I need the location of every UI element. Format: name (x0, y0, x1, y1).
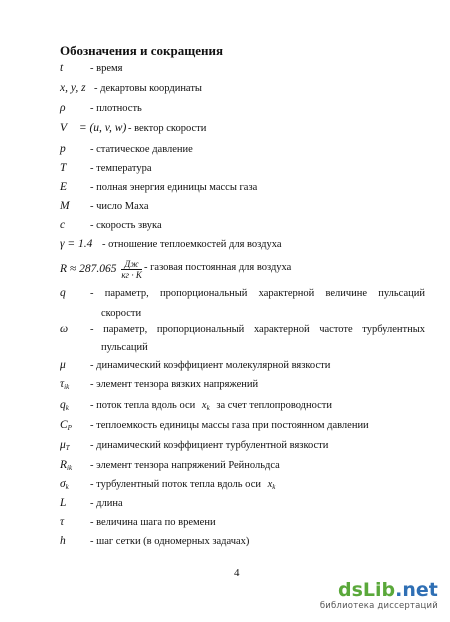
symbol-subscript: P (67, 424, 72, 432)
notation-symbol: τ (60, 516, 65, 528)
inline-symbol-subscript: k (272, 483, 276, 491)
notation-description: - число Маха (90, 201, 149, 212)
inline-symbol-base: x (201, 400, 207, 411)
notation-description: - длина (90, 498, 123, 509)
inline-symbol-subscript: k (206, 404, 210, 412)
symbol-base: σ (60, 478, 66, 490)
unit-denominator: кг · K (121, 270, 142, 280)
description-line: - параметр, пропорциональный характерной величине пульсаций (90, 288, 425, 299)
notation-description: - динамический коэффициент молекулярной вязкости (90, 360, 331, 371)
notation-symbol: μ (60, 359, 66, 371)
notation-symbol: h (60, 535, 66, 547)
notation-symbol: ρ (60, 102, 66, 114)
notation-description: - динамический коэффициент турбулентной вязкости (90, 440, 329, 451)
unit-numerator: Дж (121, 259, 141, 270)
watermark-tagline: библиотека диссертаций (319, 601, 438, 611)
notation-description: - отношение теплоемкостей для воздуха (102, 239, 282, 250)
notation-description (90, 399, 332, 415)
description-text: - турбулентный поток тепла вдоль оси (90, 479, 261, 490)
notation-description: - элемент тензора напряжений Рейнольдса (90, 460, 280, 471)
notation-symbol (60, 439, 70, 455)
notation-description: - вектор скорости (128, 123, 207, 134)
notation-symbol: x, y, z (60, 82, 86, 94)
notation-description: - скорость звука (90, 220, 162, 231)
description-continuation: пульсаций (101, 342, 148, 353)
notation-symbol: M (60, 200, 70, 212)
notation-description: - полная энергия единицы массы газа (90, 182, 258, 193)
notation-symbol: p (60, 143, 66, 155)
notation-symbol: γ = 1.4 (60, 238, 93, 250)
notation-description: - декартовы координаты (94, 83, 202, 94)
symbol-base: C (60, 419, 68, 431)
symbol-base: R (60, 459, 68, 471)
notation-symbol: E (60, 181, 68, 193)
notation-description (90, 323, 425, 354)
notation-symbol: t (60, 62, 64, 74)
notation-symbol (60, 419, 72, 435)
notation-description: - время (90, 63, 123, 74)
notation-description: - температура (90, 163, 152, 174)
notation-symbol (60, 399, 69, 415)
notation-description: - газовая постоянная для воздуха (144, 262, 292, 273)
inline-symbol (268, 479, 276, 490)
page-number: 4 (234, 567, 240, 579)
notation-symbol (60, 259, 142, 280)
watermark-logo-part1: dsLib (338, 579, 396, 601)
description-text: - поток тепла вдоль оси (90, 400, 196, 411)
notation-description: - шаг сетки (в одномерных задачах) (90, 536, 250, 547)
gas-constant-value: R ≈ 287.065 (60, 263, 117, 276)
symbol-subscript: ik (64, 383, 70, 391)
description-continuation: скорости (101, 308, 142, 319)
notation-description: - теплоемкость единицы массы газа при постоянном давлении (90, 420, 369, 431)
notation-symbol: V⃗ = (u, v, w) (60, 122, 127, 134)
symbol-subscript: T (65, 444, 70, 452)
notation-symbol: q (60, 287, 66, 299)
notation-description: - величина шага по времени (90, 517, 216, 528)
symbol-base: τ (60, 378, 65, 390)
description-text: за счет теплопроводности (216, 400, 333, 411)
notation-symbol (60, 478, 69, 494)
symbol-base: q (60, 399, 66, 411)
notation-symbol (60, 459, 72, 475)
symbol-subscript: k (65, 483, 69, 491)
inline-symbol-base: x (267, 479, 273, 490)
notation-description (90, 287, 425, 320)
symbol-subscript: k (65, 404, 69, 412)
unit-fraction (121, 259, 141, 280)
watermark-logo (338, 579, 438, 601)
notation-symbol (60, 378, 69, 394)
watermark (319, 579, 438, 611)
notation-description: - статическое давление (90, 144, 193, 155)
notation-symbol: c (60, 219, 66, 231)
notation-symbol: T (60, 162, 67, 174)
notation-description: - плотность (90, 103, 142, 114)
notation-description (90, 478, 275, 494)
symbol-base: μ (60, 439, 66, 451)
symbol-subscript: ik (67, 464, 73, 472)
page-title: Обозначения и сокращения (60, 43, 223, 58)
notation-description: - элемент тензора вязких напряжений (90, 379, 259, 390)
description-line: - параметр, пропорциональный характерной частоте турбулентных (90, 324, 425, 335)
inline-symbol (202, 400, 210, 411)
notation-symbol: ω (60, 323, 69, 335)
watermark-logo-part2: .net (395, 579, 438, 601)
notation-symbol: L (60, 497, 67, 509)
